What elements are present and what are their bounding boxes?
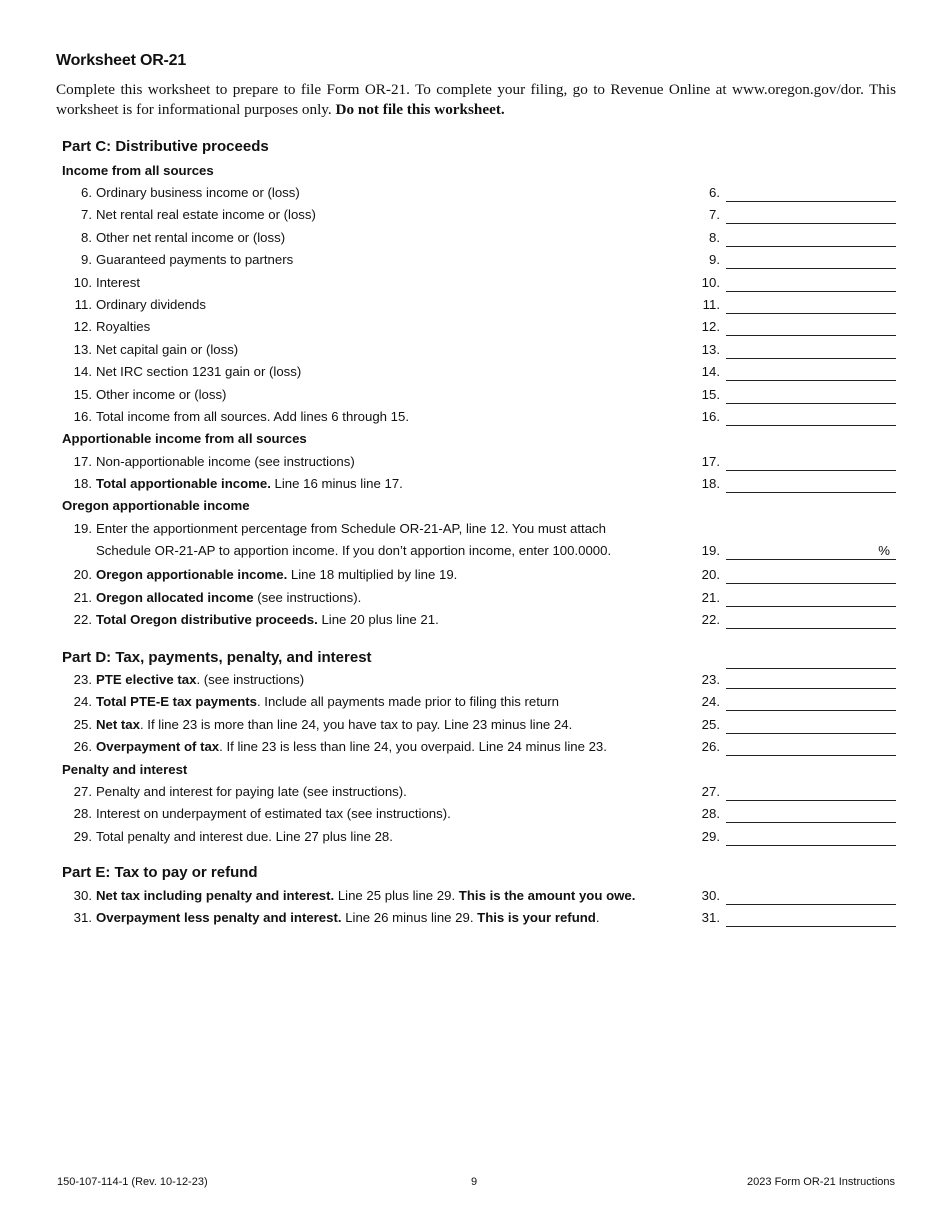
line-row — [0, 409, 950, 431]
line-description — [96, 888, 635, 903]
line-number: 31. — [73, 910, 92, 925]
line-number: 21. — [73, 590, 92, 605]
line-number: 22. — [73, 612, 92, 627]
line-text: . If line 23 is less than line 24, you overpaid. Line 24 minus line 23. — [219, 739, 607, 755]
line-text: Interest on underpayment of estimated tax (see instructions). — [96, 806, 451, 822]
line-number: 13. — [73, 341, 92, 357]
line-description — [96, 739, 607, 754]
line-ref-number: 29. — [701, 828, 720, 844]
line-amount-input[interactable] — [726, 806, 896, 823]
line-row — [0, 590, 950, 612]
line-text: Guaranteed payments to partners — [96, 252, 294, 268]
line-number: 29. — [73, 828, 92, 844]
line-row — [0, 806, 950, 828]
apportionable-income-subhead: Apportionable income from all sources — [62, 431, 307, 446]
part-d-header-line — [726, 668, 896, 669]
line-ref-number: 23. — [701, 672, 720, 687]
line-bold-label: Net tax including penalty and interest. — [96, 888, 335, 903]
line-number: 17. — [73, 454, 92, 469]
line-text: . (see instructions) — [196, 672, 305, 687]
line-bold-label: Oregon allocated income — [96, 590, 254, 605]
line-amount-input[interactable] — [726, 185, 896, 202]
footer-form-id: 150-107-114-1 (Rev. 10-12-23) — [57, 1176, 208, 1188]
line-amount-input[interactable] — [726, 784, 896, 801]
line-number: 19. — [73, 521, 92, 536]
line-ref-number: 13. — [701, 341, 720, 357]
line-number: 15. — [73, 386, 92, 402]
line-description — [96, 829, 393, 844]
line-row — [0, 387, 950, 409]
line-text: Interest — [96, 274, 140, 290]
line-amount-input[interactable] — [726, 252, 896, 269]
line-row — [0, 342, 950, 364]
line-text: Other income or (loss) — [96, 386, 227, 402]
line-row — [0, 319, 950, 341]
penalty-interest-subhead: Penalty and interest — [62, 762, 188, 777]
line-text: Enter the apportionment percentage from Schedule OR-21-AP, line 12. You must attach — [96, 521, 606, 536]
line-description — [96, 567, 457, 582]
line-ref-number: 17. — [701, 454, 720, 469]
line-bold-label: PTE elective tax — [96, 672, 197, 687]
line-amount-input[interactable] — [726, 739, 896, 756]
line-description — [96, 342, 238, 357]
line-amount-input[interactable] — [726, 888, 896, 905]
line-number: 16. — [73, 409, 92, 424]
line-description — [96, 694, 559, 709]
line-bold-label: Overpayment less penalty and interest. — [96, 910, 342, 925]
intro-paragraph — [56, 80, 896, 120]
line-ref-number: 18. — [701, 476, 720, 491]
line-ref-number: 9. — [709, 252, 720, 268]
line-number: 14. — [73, 364, 92, 380]
line-text: Line 20 plus line 21. — [317, 612, 439, 627]
line-amount-input[interactable] — [726, 567, 896, 584]
line-text: Non-apportionable income (see instructions) — [96, 454, 355, 469]
line-number: 24. — [73, 694, 92, 710]
line-ref-number: 21. — [701, 590, 720, 605]
line-amount-input[interactable] — [726, 612, 896, 629]
oregon-apportionable-subhead: Oregon apportionable income — [62, 498, 250, 513]
line-number: 11. — [74, 297, 92, 312]
line-ref-number: 12. — [701, 319, 720, 335]
line-row — [0, 910, 950, 932]
line-19-continuation: Schedule OR-21-AP to apportion income. If you don’t apportion income, enter 100.0000. — [96, 543, 612, 558]
line-row — [0, 275, 950, 297]
line-ref-number: 22. — [701, 612, 720, 627]
line-amount-input[interactable] — [726, 672, 896, 689]
line-row — [0, 521, 950, 543]
line-row — [0, 207, 950, 229]
intro-text: Complete this worksheet to prepare to file Form OR-21. To complete your filing, go to Revenue Online at www.oregon.gov/dor. This worksheet is for informational purposes only. — [56, 81, 896, 118]
line-text: Net rental real estate income or (loss) — [96, 207, 316, 223]
line-bold-label: Total Oregon distributive proceeds. — [96, 612, 318, 627]
line-text: Ordinary dividends — [96, 297, 206, 312]
line-ref-number: 31. — [701, 910, 720, 925]
line-description — [96, 612, 439, 627]
line-amount-input[interactable] — [726, 476, 896, 493]
line-description — [96, 521, 606, 536]
line-number: 9. — [81, 252, 92, 268]
line-amount-input[interactable] — [726, 829, 896, 846]
line-number: 12. — [73, 319, 92, 335]
line-ref-number: 11. — [702, 297, 720, 312]
line-amount-input[interactable] — [726, 342, 896, 359]
line-row — [0, 364, 950, 386]
footer-page-number: 9 — [471, 1176, 478, 1188]
part-c-heading: Part C: Distributive proceeds — [62, 138, 269, 155]
line-amount-input[interactable] — [726, 694, 896, 711]
line-row — [0, 672, 950, 694]
line-text: Royalties — [96, 319, 151, 335]
line-row — [0, 694, 950, 716]
line-amount-input[interactable] — [726, 297, 896, 314]
line-number: 26. — [73, 739, 92, 755]
line-description — [96, 717, 572, 732]
line-description — [96, 910, 600, 925]
line-ref-number: 8. — [709, 229, 720, 245]
line-description — [96, 297, 206, 312]
line-amount-input[interactable] — [726, 207, 896, 224]
income-all-sources-subhead: Income from all sources — [62, 163, 214, 178]
line-row — [0, 612, 950, 634]
line-ref-number: 26. — [701, 739, 720, 755]
line-ref-number: 14. — [701, 364, 720, 380]
line-row — [0, 454, 950, 476]
line-number: 20. — [73, 567, 92, 582]
line-bold-result: This is your refund — [477, 910, 596, 925]
line-description — [96, 207, 316, 222]
line-19-ref: 19. — [701, 543, 720, 558]
line-ref-number: 6. — [709, 185, 720, 200]
line-ref-number: 25. — [701, 716, 720, 732]
line-description — [96, 387, 226, 402]
line-bold-label: Oregon apportionable income. — [96, 567, 288, 582]
percent-sign: % — [878, 543, 890, 558]
line-text: Net IRC section 1231 gain or (loss) — [96, 364, 302, 380]
line-ref-number: 20. — [701, 567, 720, 582]
worksheet-title: Worksheet OR-21 — [56, 52, 187, 69]
line-number: 18. — [73, 476, 92, 491]
line-text: (see instructions). — [253, 590, 362, 605]
line-description — [96, 476, 403, 491]
line-amount-input[interactable] — [726, 454, 896, 471]
line-number: 27. — [73, 784, 92, 799]
line-description — [96, 364, 301, 379]
line-row — [0, 476, 950, 498]
line-ref-number: 27. — [701, 784, 720, 799]
footer-form-title: 2023 Form OR-21 Instructions — [747, 1176, 895, 1188]
line-text: Net capital gain or (loss) — [96, 341, 239, 357]
line-number: 8. — [81, 229, 92, 245]
intro-warning: Do not file this worksheet. — [335, 101, 505, 118]
line-description — [96, 275, 140, 290]
line-text: Ordinary business income or (loss) — [96, 185, 300, 200]
line-description — [96, 784, 407, 799]
line-description — [96, 454, 355, 469]
line-text: Line 25 plus line 29. — [334, 888, 459, 903]
line-text: Total income from all sources. Add lines 6 through 15. — [96, 409, 410, 424]
line-bold-label: Overpayment of tax — [96, 739, 220, 755]
line-text: Other net rental income or (loss) — [96, 229, 286, 245]
line-amount-input[interactable] — [726, 590, 896, 607]
line-text: Line 18 multiplied by line 19. — [287, 567, 458, 582]
line-bold-label: Total PTE-E tax payments — [96, 694, 257, 710]
line-text: . Include all payments made prior to filing this return — [256, 694, 559, 710]
line-ref-number: 28. — [701, 806, 720, 822]
line-description — [96, 252, 293, 267]
line-amount-input[interactable] — [726, 717, 896, 734]
line-row — [0, 297, 950, 319]
line-ref-number: 15. — [701, 386, 720, 402]
line-description — [96, 185, 300, 200]
line-description — [96, 806, 451, 821]
line-amount-input[interactable] — [726, 319, 896, 336]
line-number: 23. — [73, 672, 92, 687]
line-number: 30. — [73, 888, 92, 903]
line-row — [0, 739, 950, 761]
line-ref-number: 30. — [701, 888, 720, 903]
line-number: 28. — [73, 806, 92, 822]
line-row — [0, 784, 950, 806]
line-description — [96, 590, 361, 605]
line-description — [96, 319, 150, 334]
line-number: 7. — [81, 207, 92, 223]
line-ref-number: 16. — [701, 409, 720, 424]
line-19-entry — [0, 543, 950, 565]
line-row — [0, 252, 950, 274]
line-row — [0, 567, 950, 589]
line-amount-input[interactable] — [726, 409, 896, 426]
line-amount-input[interactable] — [726, 387, 896, 404]
line-amount-input[interactable] — [726, 910, 896, 927]
line-ref-number: 7. — [709, 207, 720, 223]
line-row — [0, 185, 950, 207]
line-description — [96, 409, 409, 424]
line-amount-input[interactable] — [726, 275, 896, 292]
part-d-heading: Part D: Tax, payments, penalty, and interest — [62, 649, 372, 666]
line-row — [0, 888, 950, 910]
line-description — [96, 672, 304, 687]
line-text: Line 26 minus line 29. — [341, 910, 478, 925]
line-row — [0, 717, 950, 739]
line-text: Penalty and interest for paying late (see instructions). — [96, 784, 407, 799]
line-19-input[interactable] — [726, 543, 896, 560]
line-text: Total penalty and interest due. Line 27 plus line 28. — [96, 828, 393, 844]
line-ref-number: 24. — [701, 694, 720, 710]
line-text: Line 16 minus line 17. — [270, 476, 403, 491]
line-row — [0, 230, 950, 252]
line-bold-label: Total apportionable income. — [96, 476, 271, 491]
line-description — [96, 230, 285, 245]
line-bold-label: Net tax — [96, 716, 140, 732]
line-amount-input[interactable] — [726, 230, 896, 247]
line-tail: . — [595, 910, 600, 925]
line-ref-number: 10. — [701, 274, 720, 290]
line-amount-input[interactable] — [726, 364, 896, 381]
line-row — [0, 829, 950, 851]
line-number: 10. — [73, 274, 92, 290]
line-text: . If line 23 is more than line 24, you have tax to pay. Line 23 minus line 24. — [139, 716, 573, 732]
line-bold-result: This is the amount you owe. — [458, 888, 636, 903]
line-number: 6. — [81, 185, 92, 200]
line-number: 25. — [73, 716, 92, 732]
part-e-heading: Part E: Tax to pay or refund — [62, 864, 258, 881]
